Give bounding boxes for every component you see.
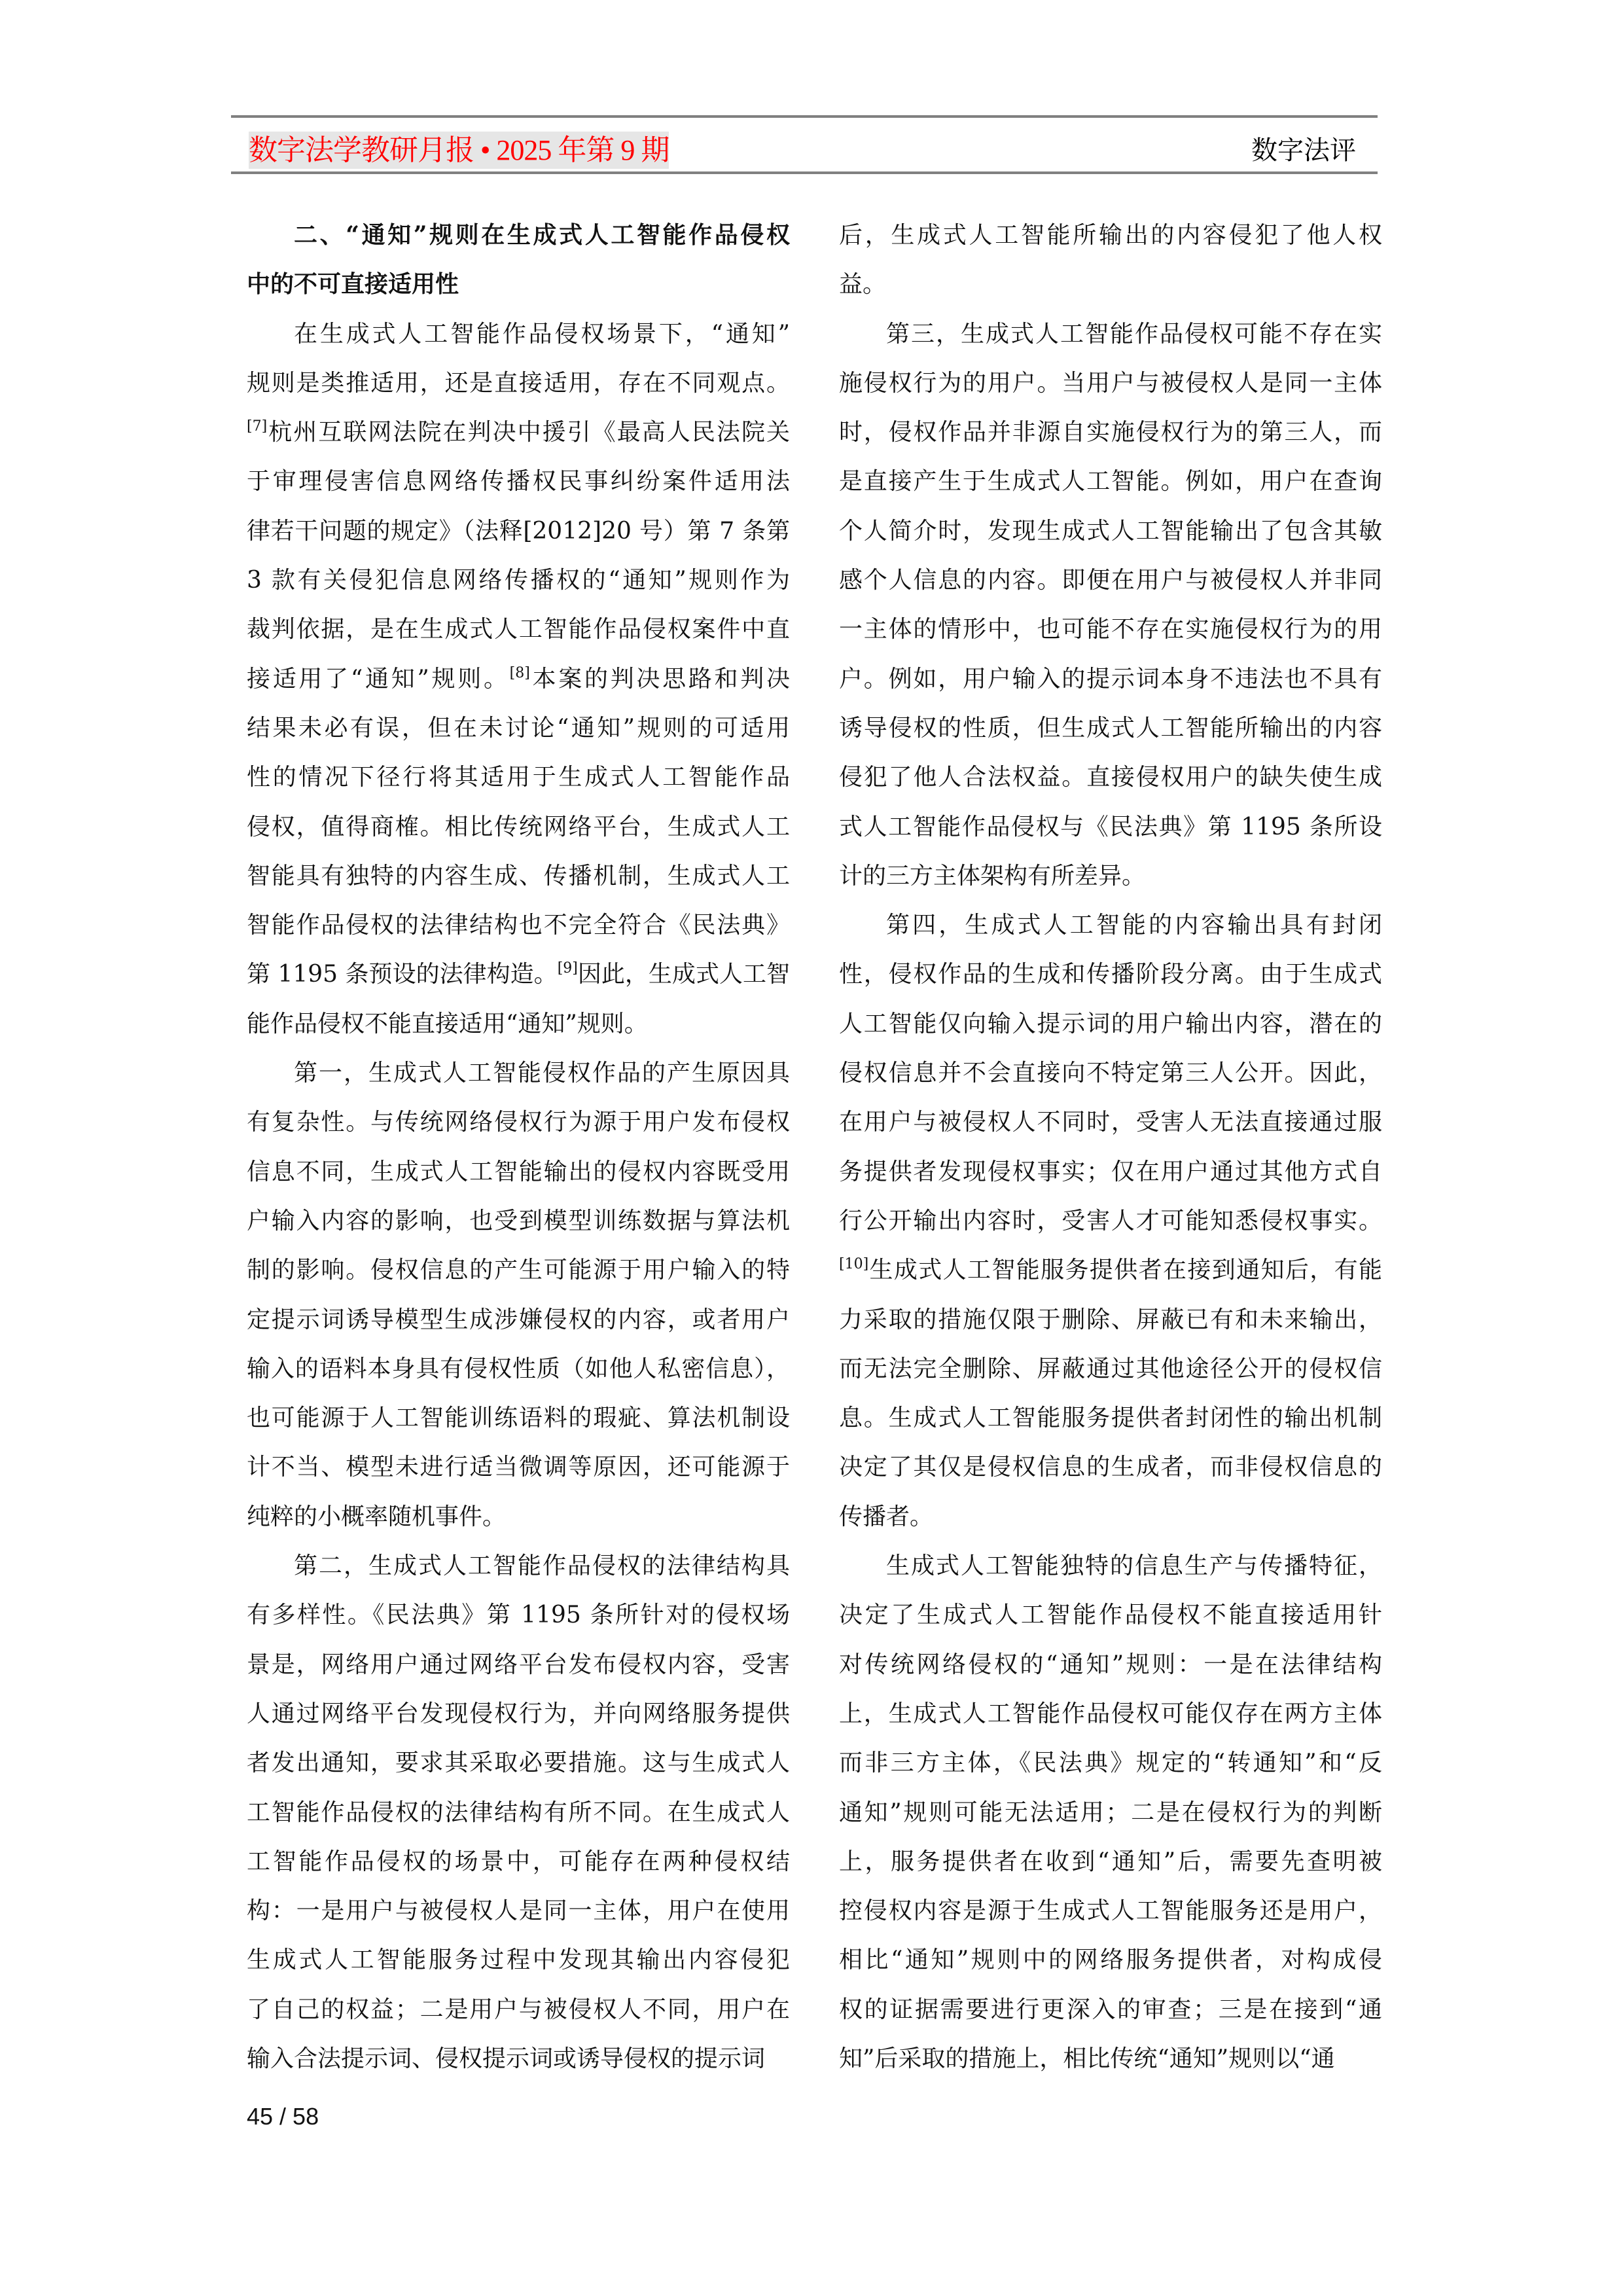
text-line: 也可能源于人工智能训练语料的瑕疵、算法机制设 [247,1405,790,1432]
text-line: 务提供者发现侵权事实；仅在用户通过其他方式自 [839,1158,1382,1185]
text-line: 传播者。 [839,1503,934,1530]
text-line: 通知”规则可能无法适用；二是在侵权行为的判断 [839,1799,1382,1826]
text-line: 工智能作品侵权的法律结构有所不同。在生成式人 [247,1799,790,1826]
text-line: 施侵权行为的用户。当用户与被侵权人是同一主体 [839,369,1382,397]
text-line: 息。生成式人工智能服务提供者封闭性的输出机制 [839,1405,1382,1432]
text-line: 规则是类推适用，还是直接适用，存在不同观点。 [247,369,790,397]
text-line: 生成式人工智能独特的信息生产与传播特征， [886,1552,1382,1580]
text-line: 有多样性。《民法典》第 1195 条所针对的侵权场 [247,1602,790,1629]
text-line: 户。例如，用户输入的提示词本身不违法也不具有 [839,665,1382,692]
text-line: 侵权信息并不会直接向不特定第三人公开。因此， [839,1060,1382,1087]
text-line: 是直接产生于生成式人工智能。例如，用户在查询 [839,468,1382,495]
text-line: 制的影响。侵权信息的产生可能源于用户输入的特 [247,1257,790,1284]
paragraph [839,1541,1382,2083]
text-line: 侵权，值得商榷。相比传统网络平台，生成式人工 [247,813,790,840]
paragraph [839,901,1382,1541]
footnote-ref[interactable]: [8] [509,664,530,681]
text-line: 而无法完全删除、屏蔽通过其他途径公开的侵权信 [839,1355,1382,1382]
text-line: 景是，网络用户通过网络平台发布侵权内容，受害 [247,1651,790,1678]
text-line: 一主体的情形中，也可能不存在实施侵权行为的用 [839,616,1382,643]
text-line: 力采取的措施仅限于删除、屏蔽已有和未来输出， [839,1306,1382,1333]
text-line: 益。 [839,271,887,298]
text-line: 相比“通知”规则中的网络服务提供者，对构成侵 [839,1946,1382,1974]
section-heading [247,211,790,310]
text-line: 第二，生成式人工智能作品侵权的法律结构具 [294,1552,790,1580]
text-line: 3 款有关侵犯信息网络传播权的“通知”规则作为 [247,567,790,594]
text-line: 工智能作品侵权的场景中，可能存在两种侵权结 [247,1848,790,1875]
text-line: 权的证据需要进行更深入的审查；三是在接到“通 [839,1996,1382,2023]
section-title: 数字法评 [1251,135,1356,165]
text-line: 律若干问题的规定》（法释[2012]20 号）第 7 条第 [247,517,790,545]
text-line: 上，服务提供者在收到“通知”后，需要先查明被 [839,1848,1382,1875]
text-line: 而非三方主体，《民法典》规定的“转通知”和“反 [839,1749,1382,1777]
text-line: 能作品侵权不能直接适用“通知”规则。 [247,1010,648,1037]
text-line: 智能作品侵权的法律结构也不完全符合《民法典》 [247,912,790,939]
text-line: 式人工智能作品侵权与《民法典》第 1195 条所设 [839,813,1382,840]
paragraph [839,211,1382,310]
text-line: 性，侵权作品的生成和传播阶段分离。由于生成式 [839,961,1382,988]
heading-line: 二、“通知”规则在生成式人工智能作品侵权 [294,221,790,249]
right-column [839,211,1382,2083]
footnote-ref[interactable]: [9] [557,960,578,977]
page-number: 45 / 58 [247,2103,319,2130]
text-line: 输入合法提示词、侵权提示词或诱导侵权的提示词 [247,2045,766,2072]
paragraph [247,310,790,1049]
text-line: 性的情况下径行将其适用于生成式人工智能作品 [247,764,790,791]
text-line: 第三，生成式人工智能作品侵权可能不存在实 [886,320,1382,348]
text-line: 第一，生成式人工智能侵权作品的产生原因具 [294,1060,790,1087]
left-column [247,211,790,2083]
text-line: 对传统网络侵权的“通知”规则：一是在法律结构 [839,1651,1382,1678]
text-line: 人通过网络平台发现侵权行为，并向网络服务提供 [247,1700,790,1727]
journal-title: 数字法学教研月报 • 2025 年第 9 期 [249,132,669,169]
text-line: 接适用了“通知”规则。[8]本案的判决思路和判决 [247,664,790,692]
header-top-rule [231,115,1378,118]
text-line: 后，生成式人工智能所输出的内容侵犯了他人权 [839,222,1382,249]
footnote-ref[interactable]: [7] [247,418,268,435]
heading-line: 中的不可直接适用性 [247,270,459,298]
paragraph [247,1541,790,2083]
text-line: 上，生成式人工智能作品侵权可能仅存在两方主体 [839,1700,1382,1727]
paragraph [839,310,1382,901]
text-line: 结果未必有误，但在未讨论“通知”规则的可适用 [247,714,790,742]
text-line: 计的三方主体架构有所差异。 [839,862,1146,889]
text-line: [7]杭州互联网法院在判决中援引《最高人民法院关 [247,418,790,446]
text-line: 户输入内容的影响，也受到模型训练数据与算法机 [247,1207,790,1234]
text-line: 输入的语料本身具有侵权性质（如他人私密信息）， [247,1355,790,1382]
text-line: 在生成式人工智能作品侵权场景下，“通知” [294,320,790,348]
text-line: 时，侵权作品并非源自实施侵权行为的第三人，而 [839,419,1382,446]
text-line: 行公开输出内容时，受害人才可能知悉侵权事实。 [839,1207,1382,1234]
text-line: 者发出通知，要求其采取必要措施。这与生成式人 [247,1749,790,1777]
text-line: 控侵权内容是源于生成式人工智能服务还是用户， [839,1897,1382,1925]
text-line: 侵犯了他人合法权益。直接侵权用户的缺失使生成 [839,764,1382,791]
text-line: 纯粹的小概率随机事件。 [247,1503,507,1530]
text-line: 信息不同，生成式人工智能输出的侵权内容既受用 [247,1158,790,1185]
text-line: 裁判依据，是在生成式人工智能作品侵权案件中直 [247,616,790,643]
text-line: 决定了生成式人工智能作品侵权不能直接适用针 [839,1602,1382,1629]
footnote-ref[interactable]: [10] [839,1256,869,1273]
text-line: 定提示词诱导模型生成涉嫌侵权的内容，或者用户 [247,1306,790,1333]
text-line: 第 1195 条预设的法律构造。[9]因此，生成式人工智 [247,960,790,988]
text-line: 感个人信息的内容。即便在用户与被侵权人并非同 [839,567,1382,594]
text-line: 人工智能仅向输入提示词的用户输出内容，潜在的 [839,1010,1382,1037]
header-bottom-rule [231,171,1378,174]
text-line: 计不当、模型未进行适当微调等原因，还可能源于 [247,1454,790,1481]
text-line: 了自己的权益；二是用户与被侵权人不同，用户在 [247,1996,790,2023]
text-line: 个人简介时，发现生成式人工智能输出了包含其敏 [839,517,1382,545]
text-line: 决定了其仅是侵权信息的生成者，而非侵权信息的 [839,1454,1382,1481]
text-line: 知”后采取的措施上，相比传统“通知”规则以“通 [839,2045,1335,2072]
text-line: 第四，生成式人工智能的内容输出具有封闭 [886,912,1382,939]
text-line: 于审理侵害信息网络传播权民事纠纷案件适用法 [247,468,790,495]
text-line: 诱导侵权的性质，但生成式人工智能所输出的内容 [839,714,1382,742]
text-line: 智能具有独特的内容生成、传播机制，生成式人工 [247,862,790,889]
text-line: [10]生成式人工智能服务提供者在接到通知后，有能 [839,1256,1382,1284]
text-line: 生成式人工智能服务过程中发现其输出内容侵犯 [247,1946,790,1974]
text-line: 构：一是用户与被侵权人是同一主体，用户在使用 [247,1897,790,1925]
text-line: 在用户与被侵权人不同时，受害人无法直接通过服 [839,1109,1382,1136]
text-line: 有复杂性。与传统网络侵权行为源于用户发布侵权 [247,1109,790,1136]
paragraph [247,1049,790,1541]
